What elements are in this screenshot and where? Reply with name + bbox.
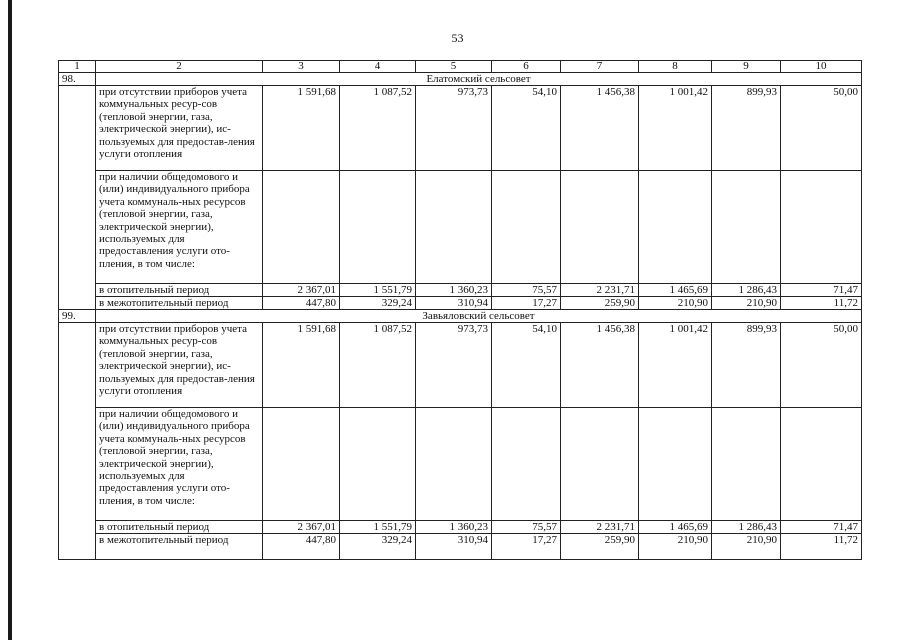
page-number: 53 [451, 31, 464, 45]
value-cell [781, 408, 862, 521]
section-number: 98. [59, 73, 96, 86]
row-description: в отопительный период [96, 521, 263, 534]
value-cell: 259,90 [561, 297, 639, 310]
table-row [59, 284, 862, 297]
value-cell: 1 456,38 [561, 323, 639, 408]
value-cell [639, 408, 712, 521]
row-description: в межотопительный период [96, 297, 263, 310]
row-description: при отсутствии приборов учета коммунальных ресур-сов (тепловой энергии, газа, электрической энергии), ис-пользуемых для предостав-ления услуги отопления [96, 323, 263, 408]
value-cell: 1 551,79 [340, 521, 416, 534]
value-cell: 210,90 [639, 534, 712, 560]
column-number: 9 [712, 61, 781, 73]
value-cell [340, 408, 416, 521]
table-row [59, 171, 862, 284]
value-cell: 1 286,43 [712, 284, 781, 297]
section-number: 99. [59, 310, 96, 323]
tariff-table [58, 60, 862, 560]
value-cell [263, 171, 340, 284]
value-cell [340, 171, 416, 284]
value-cell: 71,47 [781, 284, 862, 297]
column-number: 3 [263, 61, 340, 73]
row-description: при наличии общедомового и (или) индивидуального прибора учета коммуналь-ных ресурсов (тепловой энергии, газа, электрической энергии), используемых для предоставления услуги ото-пления, в том числе: [96, 171, 263, 284]
value-cell: 17,27 [492, 297, 561, 310]
value-cell: 210,90 [639, 297, 712, 310]
value-cell: 310,94 [416, 534, 492, 560]
table-row [59, 297, 862, 310]
value-cell: 2 367,01 [263, 284, 340, 297]
column-number: 1 [59, 61, 96, 73]
row-description: при наличии общедомового и (или) индивидуального прибора учета коммуналь-ных ресурсов (тепловой энергии, газа, электрической энергии), используемых для предоставления услуги ото-пления, в том числе: [96, 408, 263, 521]
value-cell: 1 360,23 [416, 521, 492, 534]
value-cell [416, 171, 492, 284]
column-number-row [59, 61, 862, 73]
value-cell: 259,90 [561, 534, 639, 560]
value-cell: 899,93 [712, 86, 781, 171]
column-number: 2 [96, 61, 263, 73]
value-cell: 210,90 [712, 534, 781, 560]
column-number: 6 [492, 61, 561, 73]
value-cell: 1 001,42 [639, 323, 712, 408]
value-cell: 2 231,71 [561, 521, 639, 534]
value-cell: 329,24 [340, 297, 416, 310]
row-description: при отсутствии приборов учета коммунальных ресур-сов (тепловой энергии, газа, электрической энергии), ис-пользуемых для предостав-ления услуги отопления [96, 86, 263, 171]
table-row [59, 86, 862, 171]
value-cell: 447,80 [263, 534, 340, 560]
value-cell: 329,24 [340, 534, 416, 560]
value-cell: 1 591,68 [263, 86, 340, 171]
table-row [59, 521, 862, 534]
value-cell: 1 591,68 [263, 323, 340, 408]
column-number: 4 [340, 61, 416, 73]
value-cell [781, 171, 862, 284]
value-cell: 210,90 [712, 297, 781, 310]
value-cell: 50,00 [781, 86, 862, 171]
row-description: в отопительный период [96, 284, 263, 297]
value-cell: 447,80 [263, 297, 340, 310]
value-cell: 1 465,69 [639, 521, 712, 534]
value-cell [492, 171, 561, 284]
page-edge-bar [8, 0, 12, 640]
value-cell: 17,27 [492, 534, 561, 560]
value-cell: 899,93 [712, 323, 781, 408]
value-cell: 11,72 [781, 534, 862, 560]
value-cell [639, 171, 712, 284]
value-cell: 2 231,71 [561, 284, 639, 297]
value-cell: 1 087,52 [340, 86, 416, 171]
section-name: Завьяловский сельсовет [96, 310, 862, 323]
value-cell [263, 408, 340, 521]
value-cell: 2 367,01 [263, 521, 340, 534]
value-cell [712, 408, 781, 521]
value-cell [492, 408, 561, 521]
value-cell: 75,57 [492, 521, 561, 534]
value-cell: 54,10 [492, 323, 561, 408]
column-number: 8 [639, 61, 712, 73]
table-row [59, 323, 862, 408]
value-cell: 1 360,23 [416, 284, 492, 297]
value-cell: 71,47 [781, 521, 862, 534]
value-cell: 50,00 [781, 323, 862, 408]
value-cell: 1 001,42 [639, 86, 712, 171]
column-number: 10 [781, 61, 862, 73]
column-number: 5 [416, 61, 492, 73]
value-cell [561, 408, 639, 521]
value-cell: 310,94 [416, 297, 492, 310]
value-cell: 75,57 [492, 284, 561, 297]
value-cell: 973,73 [416, 323, 492, 408]
column-number: 7 [561, 61, 639, 73]
section-header-row [59, 73, 862, 86]
value-cell: 54,10 [492, 86, 561, 171]
value-cell: 1 465,69 [639, 284, 712, 297]
value-cell [561, 171, 639, 284]
row-description: в межотопительный период [96, 534, 263, 560]
value-cell: 1 087,52 [340, 323, 416, 408]
value-cell: 1 286,43 [712, 521, 781, 534]
section-name: Елатомский сельсовет [96, 73, 862, 86]
value-cell: 973,73 [416, 86, 492, 171]
value-cell [712, 171, 781, 284]
table-row [59, 408, 862, 521]
value-cell: 1 551,79 [340, 284, 416, 297]
section-header-row [59, 310, 862, 323]
value-cell: 1 456,38 [561, 86, 639, 171]
value-cell [416, 408, 492, 521]
table-row [59, 534, 862, 560]
value-cell: 11,72 [781, 297, 862, 310]
